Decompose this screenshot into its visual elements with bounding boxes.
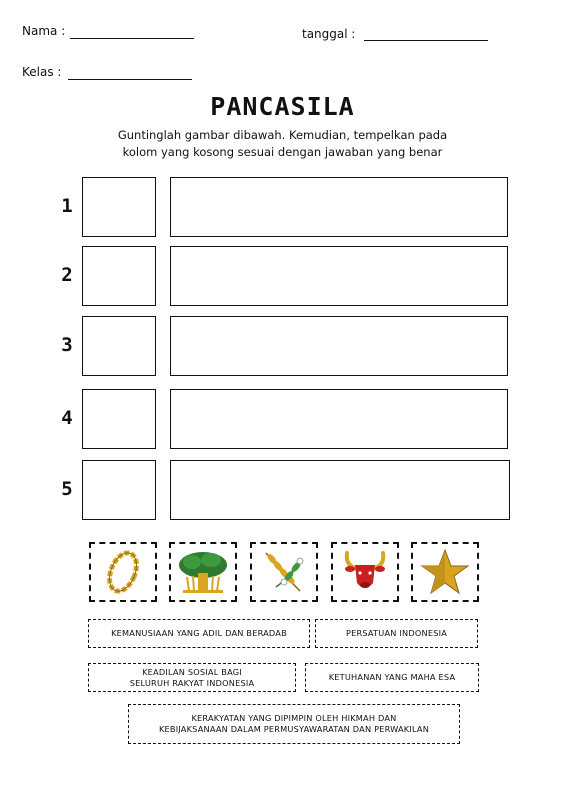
label-ketuhanan[interactable] <box>305 663 479 692</box>
label-kerakyatan-line-2: KEBIJAKSANAAN DALAM PERMUSYAWARATAN DAN PERWAKILAN <box>158 724 430 734</box>
label-kemanusiaan[interactable] <box>88 619 310 648</box>
date-label: tanggal : <box>302 27 356 41</box>
sila-drop-box[interactable] <box>170 389 508 449</box>
sila-drop-box[interactable] <box>170 316 508 376</box>
label-kerakyatan[interactable] <box>128 704 460 744</box>
class-field[interactable] <box>68 79 192 80</box>
sila-drop-box[interactable] <box>170 460 510 520</box>
golden-star-icon <box>417 547 473 597</box>
label-keadilan-line-2: SELURUH RAKYAT INDONESIA <box>129 677 255 688</box>
label-kemanusiaan-text: KEMANUSIAAN YANG ADIL DAN BERADAB <box>111 628 287 638</box>
symbol-drop-box[interactable] <box>82 177 156 237</box>
label-persatuan[interactable] <box>315 619 478 648</box>
label-keadilan-line-1: KEADILAN SOSIAL BAGI <box>142 666 242 677</box>
symbol-drop-box[interactable] <box>82 316 156 376</box>
sila-drop-box[interactable] <box>170 246 508 306</box>
sila-drop-box[interactable] <box>170 177 508 237</box>
instruction-line-1: Guntinglah gambar dibawah. Kemudian, tempelkan pada <box>117 128 448 142</box>
class-label: Kelas : <box>22 65 62 79</box>
bull-head-icon <box>337 547 393 597</box>
row-number: 4 <box>61 407 73 429</box>
label-persatuan-text: PERSATUAN INDONESIA <box>345 628 448 638</box>
row-number: 1 <box>61 195 73 217</box>
name-label: Nama : <box>22 24 66 38</box>
symbol-drop-box[interactable] <box>82 246 156 306</box>
golden-chain-icon <box>95 547 151 597</box>
date-field[interactable] <box>364 40 488 41</box>
name-field[interactable] <box>70 38 194 39</box>
symbol-tile-tree[interactable] <box>169 542 237 602</box>
label-keadilan[interactable] <box>88 663 296 692</box>
symbol-tile-chain[interactable] <box>89 542 157 602</box>
label-kerakyatan-line-1: KERAKYATAN YANG DIPIMPIN OLEH HIKMAH DAN <box>191 713 397 723</box>
rice-cotton-icon <box>256 547 312 597</box>
row-number: 2 <box>61 264 73 286</box>
symbol-tile-bull[interactable] <box>331 542 399 602</box>
instruction-line-2: kolom yang kosong sesuai dengan jawaban yang benar <box>122 145 443 159</box>
symbol-tile-star[interactable] <box>411 542 479 602</box>
symbol-tile-rice-cotton[interactable] <box>250 542 318 602</box>
symbol-drop-box[interactable] <box>82 389 156 449</box>
label-ketuhanan-text: KETUHANAN YANG MAHA ESA <box>328 672 456 682</box>
banyan-tree-icon <box>175 547 231 597</box>
page-title: PANCASILA <box>210 92 355 121</box>
row-number: 3 <box>61 334 73 356</box>
row-number: 5 <box>61 478 73 500</box>
symbol-drop-box[interactable] <box>82 460 156 520</box>
